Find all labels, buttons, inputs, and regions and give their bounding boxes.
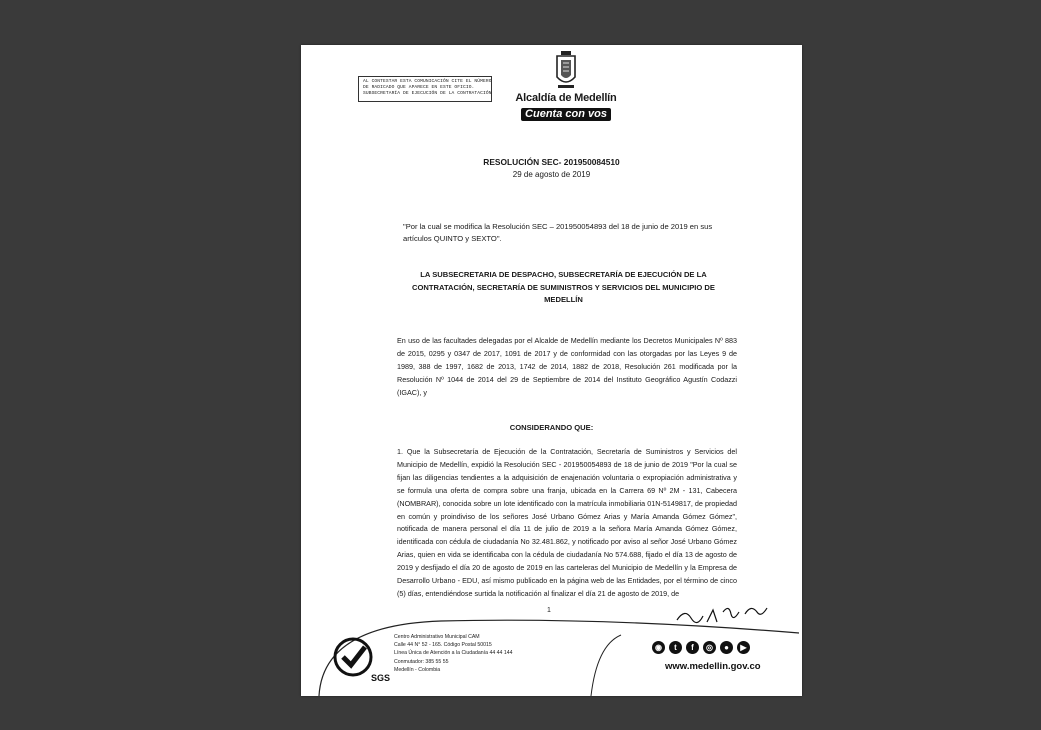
logo-slogan: Cuenta con vos [521,108,611,121]
considering-paragraph-1: 1. Que la Subsecretaría de Ejecución de la Contratación, Secretaría de Suministros y Servicios del Municipio de Medellín, expidió la Resolución SEC - 201950054893 de 18 de junio de 2019 "Por la cual se fijan las diligencias tendientes a la adquisición de enajenación voluntaria o expropiación administrativa y se formula una oferta de compra sobre una franja, ubicada en la Carrera 69 Nº 2M - 131, Cabecera (NOMBRAR), conocida sobre un lote identificado con la matrícula inmobiliaria 01N-5149817, de propiedad en común y proindiviso de los señores José Urbano Gómez Arias y María Amanda Gómez Gómez", notificada de manera personal el día 11 de julio de 2019 a la señora María Amanda Gómez Gómez, identificada con cédula de ciudadanía No 32.481.862, y notificado por aviso al señor José Urbano Gómez Arias, quien en vida se identificaba con la cédula de ciudadanía No 574.688, fijado el día 13 de agosto de 2019 y desfijado el día 20 de agosto de 2019 en las carteleras del Municipio de Medellín y la Empresa de Desarrollo Urbano - EDU, así mismo publicado en la página web de las Entidades, por el término de cinco (5) días, entendiéndose surtida la notificación al finalizar el día 21 de agosto de 2019, de [397,447,737,598]
stamp-line: DE RADICADO QUE APARECE EN ESTE OFICIO. [363,85,475,90]
stamp-line: AL CONTESTAR ESTA COMUNICACIÓN CITE EL NÚMERO [363,79,492,84]
alcaldia-logo [507,51,625,122]
page-number: 1 [547,607,551,614]
document-page [301,45,802,696]
seal-label: SGS [371,673,391,683]
resolution-title: RESOLUCIÓN SEC- 201950084510 [483,157,620,167]
issuing-authority: LA SUBSECRETARIA DE DESPACHO, SUBSECRETARÍA DE EJECUCIÓN DE LA CONTRATACIÓN, SECRETARÍA DE SUMINISTROS Y SERVICIOS DEL MUNICIPIO DE MEDELLÍN [412,270,715,304]
rss-icon[interactable]: ◉ [652,641,665,654]
contact-line: Medellín - Colombia [394,666,441,673]
twitter-icon[interactable]: t [669,641,682,654]
contact-line: Calle 44 N° 52 - 165. Código Postal 50015 [394,642,492,649]
facebook-icon[interactable]: f [686,641,699,654]
contact-line: Centro Administrativo Municipal CAM [394,634,480,640]
resolution-date: 29 de agosto de 2019 [512,170,591,179]
website-link[interactable]: www.medellin.gov.co [665,661,761,672]
contact-line: Conmutador: 385 55 55 [394,658,449,665]
coat-of-arms-icon [555,51,577,91]
youtube-icon[interactable]: ▶ [737,641,750,654]
stamp-line: SUBSECRETARÍA DE EJECUCIÓN DE LA CONTRATACIÓN [363,91,492,96]
contact-line: Línea Única de Atención a la Ciudadanía 44 44 144 [394,650,513,657]
resolution-subject: "Por la cual se modifica la Resolución SEC – 201950054893 del 18 de junio de 2019 en sus artículos QUINTO y SEXTO". [403,222,713,243]
preamble-paragraph: En uso de las facultades delegadas por el Alcalde de Medellín mediante los Decretos Municipales Nº 883 de 2015, 0295 y 0347 de 2017, 1091 de 2017 y de conformidad con las otorgadas por las Leyes 9 de 1989, 388 de 1997, 1682 de 2013, 1742 de 2014, 1882 de 2018, Resolución 261 modificada por la Resolución Nº 1044 de 2014 del 29 de Septiembre de 2014 del Instituto Geográfico Agustín Codazzi (IGAC), y [397,336,737,397]
social-icons [652,641,750,654]
certification-seal-icon [331,635,391,685]
considering-heading: CONSIDERANDO QUE: [509,423,594,432]
flickr-icon[interactable]: ● [720,641,733,654]
footer-contact [394,633,513,674]
instagram-icon[interactable]: ◎ [703,641,716,654]
filing-stamp [358,76,492,102]
logo-name: Alcaldía de Medellín [515,92,617,104]
